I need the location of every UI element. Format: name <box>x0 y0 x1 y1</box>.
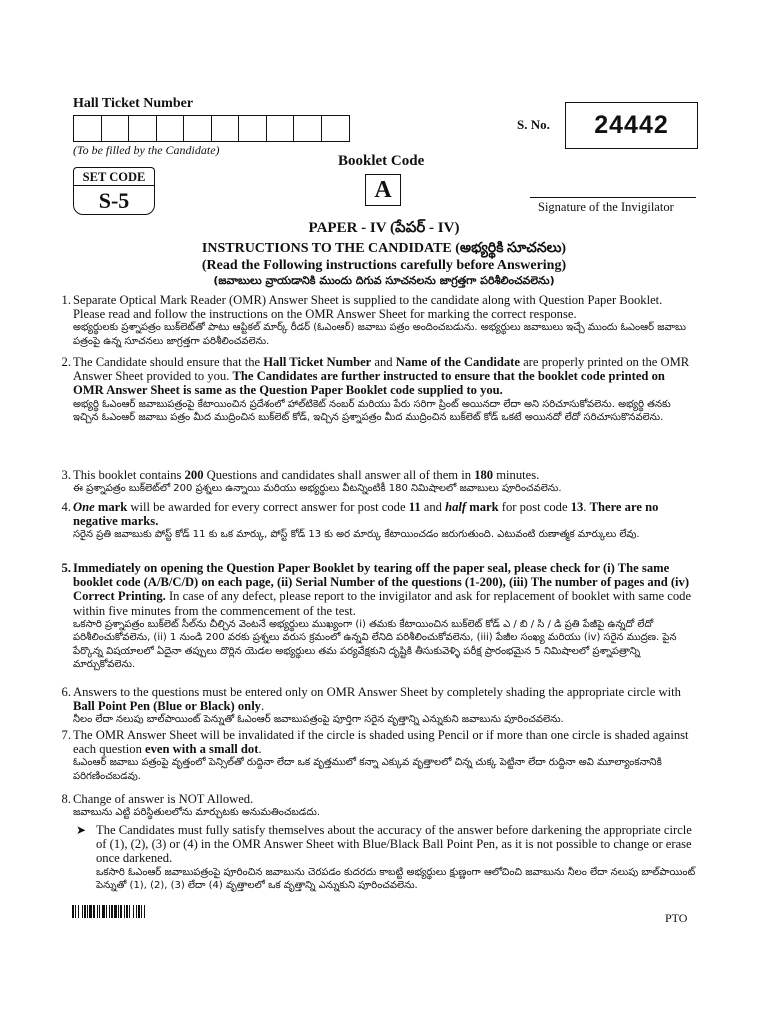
hall-ticket-digit-box[interactable] <box>212 116 240 141</box>
instruction-item-7 <box>61 728 697 783</box>
item-english: The Candidates must fully satisfy themselves about the accuracy of the answer before darkening the appropriate circle of (1), (2), (3) or (4) in the OMR Answer Sheet with Blue/Black Ball Point Pen, as it is not possible to change or erase once darkened. <box>96 823 692 866</box>
item-english <box>73 561 697 618</box>
text-run: and <box>420 500 446 514</box>
text-run: . <box>258 742 262 757</box>
item-telugu: జవాబును ఎట్టి పరిస్థితులలోను మార్చుటకు అనుమతించబడదు. <box>73 807 321 819</box>
signature-label: Signature of the Invigilator <box>538 200 674 214</box>
instructions-title: INSTRUCTIONS TO THE CANDIDATE (అభ్యర్థికి సూచనలు) <box>201 241 567 256</box>
item-telugu: నీలం లేదా నలుపు బాల్‌పాయింట్ పెన్నుతో ఓఎంఆర్ జవాబుపత్రంపై పూర్తిగా సరైన వృత్తాన్ని ఎన్నుకుని జవాబును పూరించవలెను. <box>73 714 564 726</box>
item-english <box>73 500 697 528</box>
text-run: This booklet contains <box>73 468 185 482</box>
hall-ticket-digit-box[interactable] <box>157 116 185 141</box>
item-number: 4. <box>61 500 71 514</box>
hall-ticket-boxes[interactable] <box>73 115 350 142</box>
instruction-item-5 <box>61 561 697 671</box>
item-number: 1. <box>61 293 71 307</box>
text-run: In case of any defect, please report to the invigilator and ask for replacement of booklet with same code within five minutes from the commencement of the test. <box>73 589 692 618</box>
serial-number-value: 24442 <box>565 102 698 149</box>
hall-ticket-digit-box[interactable] <box>102 116 130 141</box>
text-run: Name of the Candidate <box>395 355 520 369</box>
item-number: 3. <box>61 468 71 482</box>
hall-ticket-digit-box[interactable] <box>74 116 102 141</box>
hall-ticket-digit-box[interactable] <box>294 116 322 141</box>
item-number: 2. <box>61 355 71 369</box>
item-number: 7. <box>61 728 71 742</box>
text-run: . <box>260 699 265 714</box>
paper-title: PAPER - IV (పేపర్ - IV) <box>308 220 460 236</box>
text-run: Hall Ticket Number <box>263 355 372 369</box>
instruction-item-3 <box>61 468 697 496</box>
set-code-value: S-5 <box>73 185 155 215</box>
item-number: 8. <box>61 792 71 806</box>
text-run: One <box>73 500 95 514</box>
hall-ticket-digit-box[interactable] <box>239 116 267 141</box>
hall-ticket-digit-box[interactable] <box>267 116 295 141</box>
booklet-code-value: A <box>365 174 401 206</box>
text-run: Questions and candidates shall answer all of them in <box>203 468 475 482</box>
arrow-bullet-icon: ➤ <box>76 823 87 837</box>
item-telugu: ఈ ప్రశ్నాపత్రం బుక్‌లెట్‌లో 200 ప్రశ్నలు ఉన్నాయి మరియు అభ్యర్థులు వీటన్నింటికీ 180 నిమిషాలలో జవాబులు పూరించవలెను. <box>73 483 562 495</box>
text-run: half <box>445 500 467 514</box>
hall-ticket-digit-box[interactable] <box>322 116 350 141</box>
item-telugu: అభ్యర్థి ఓఎంఆర్ జవాబుపత్రంపై కేటాయించిన ప్రదేశంలో హాల్‌టికెట్ నంబర్ మరియు పేరు సరిగా ప్రింట్ అయినదా లేదా అని సరిచూసుకోవలెను. అభ్యర్థి తనకు ఇచ్చిన ఓఎంఆర్ జవాబు పత్రం మీద ముద్రించిన బుక్‌లెట్ కోడ్, ఇచ్చిన ప్రశ్నాపత్రం మీద ముద్రించిన బుక్‌లెట్ కోడ్ ఒకటే అయినదో లేదో సరిచూసుకొనవలెను. <box>73 398 671 424</box>
instruction-item-8-subpoint <box>76 823 697 892</box>
hall-ticket-digit-box[interactable] <box>184 116 212 141</box>
text-run: Ball Point Pen (Blue or Black) only <box>73 699 261 714</box>
text-run: The Candidates are further instructed to ensure that the booklet code printed on OMR Answer Sheet is same as the Question Paper Booklet code supplied to you. <box>73 369 665 398</box>
item-telugu: అభ్యర్థులకు ప్రశ్నాపత్రం బుక్‌లెట్‌తో పాటు ఆప్టికల్ మార్క్ రీడర్ (ఓఎంఆర్) జవాబు పత్రం అందించబడును. అభ్యర్థులు జవాబులు ఇచ్చే ముందు ఓఎంఆర్ జవాబు పత్రంపై ఉన్న సూచనలు జాగ్రత్తగా పరిశీలించవలెను. <box>73 322 686 347</box>
hall-ticket-label: Hall Ticket Number <box>73 96 194 111</box>
text-run: for post code <box>498 500 571 514</box>
pto-label: PTO <box>665 911 688 925</box>
text-run: The OMR Answer Sheet will be invalidated if the circle is shaded using Pencil or if more than one circle is shaded against each question <box>73 728 689 757</box>
item-english: Separate Optical Mark Reader (OMR) Answer Sheet is supplied to the candidate along with Question Paper Booklet. Please read and follow the instructions on the OMR Answer Sheet for marking the correct response. <box>73 293 663 322</box>
item-number: 6. <box>61 685 71 699</box>
instructions-read-note: (Read the Following instructions carefully before Answering) <box>201 258 567 273</box>
text-run: even with a small dot <box>145 742 259 757</box>
text-run: 13 <box>570 500 584 514</box>
item-telugu: సరైన ప్రతి జవాబుకు పోస్ట్ కోడ్ 11 కు ఒక మార్కు, పోస్ట్ కోడ్ 13 కు అర మార్కు కేటాయించడం జరుగుతుంది. ఎటువంటి రుణాత్మక మార్కులు లేవు. <box>73 529 640 541</box>
text-run: 200 <box>184 468 204 482</box>
item-english <box>73 468 697 482</box>
item-english <box>73 728 697 756</box>
signature-line[interactable] <box>530 197 696 198</box>
instruction-item-8 <box>61 792 697 820</box>
booklet-code-label: Booklet Code <box>338 153 425 169</box>
barcode <box>72 905 174 918</box>
item-english <box>73 355 697 398</box>
item-number: 5. <box>61 561 71 575</box>
set-code-label: SET CODE <box>73 167 155 186</box>
item-telugu: ఓఎంఆర్ జవాబు పత్రంపై వృత్తంలో పెన్సిల్‌తో రుద్దినా లేదా ఒక వృత్తములో కన్నా ఎక్కువ వృత్తాలలో చిన్న చుక్క పెట్టినా లేదా రుద్దినా అవి మూల్యాంకనానికి పరిగణించబడవు. <box>73 757 662 782</box>
text-run: mark <box>94 500 128 514</box>
text-run: There are no negative marks. <box>73 500 659 529</box>
instruction-item-1 <box>61 293 697 348</box>
text-run: are properly printed on the OMR Answer Sheet provided to you. <box>73 355 690 384</box>
text-run: 11 <box>408 500 421 514</box>
text-run: 180 <box>474 468 494 482</box>
instructions-read-note-telugu: (జవాబులు వ్రాయడానికి ముందు దిగువ సూచనలను జాగ్రత్తగా పరిశీలించవలెను) <box>213 274 555 287</box>
item-english <box>73 685 697 713</box>
text-run: will be awarded for every correct answer for post code <box>127 500 409 514</box>
instruction-item-2 <box>61 355 697 424</box>
item-english: Change of answer is NOT Allowed. <box>73 792 254 806</box>
text-run: . <box>583 500 590 514</box>
hall-ticket-note: (To be filled by the Candidate) <box>73 143 220 157</box>
text-run: and <box>371 355 396 369</box>
hall-ticket-digit-box[interactable] <box>129 116 157 141</box>
item-telugu: ఒకసారి ఓఎంఆర్ జవాబుపత్రంపై పూరించిన జవాబును చెరపడం కుదరదు కాబట్టి అభ్యర్థులు క్షుణ్ణంగా ఆలోచించి జవాబును నీలం లేదా నలుపు బాల్‌పాయింట్ పెన్నుతో (1), (2), (3) లేదా (4) వృత్తాలలో ఒక వృత్తాన్ని ఎన్నుకుని పూరించవలెను. <box>96 866 696 892</box>
text-run: mark <box>466 500 499 514</box>
serial-number-label: S. No. <box>517 117 550 132</box>
instruction-item-6 <box>61 685 697 727</box>
text-run: Answers to the questions must be entered only on OMR Answer Sheet by completely shading the appropriate circle with <box>73 685 681 699</box>
instruction-item-4 <box>61 500 697 542</box>
text-run: Immediately on opening the Question Paper Booklet by tearing off the paper seal, please check for (i) The same booklet code (A/B/C/D) on each page, (ii) Serial Number of the questions (1-200), (iii) The number of pages and (iv) Correct Printing. <box>73 561 690 604</box>
item-telugu: ఒకసారి ప్రశ్నాపత్రం బుక్‌లెట్ సీల్‌ను చీల్చిన వెంటనే అభ్యర్థులు ముఖ్యంగా (i) తమకు కేటాయించిన బుక్‌లెట్ కోడ్ ఎ / బి / సి / డి ప్రతి పేజీపై ఉన్నదో లేదో పరిశీలించుకోవలెను, (ii) 1 నుండి 200 వరకు ప్రశ్నలు వరుస క్రమంలో ఉన్నవి లేనిది పరిశీలించుకోవలెను, (iii) పేజీల సంఖ్య మరియు (iv) సరైన ముద్రణ. పైన పేర్కొన్న విషయాలలో ఏదైనా తప్పులు దొర్లిన యెడల అభ్యర్థులు తమ పర్యవేక్షకుని దృష్టికి తీసుకువెళ్ళి పరీక్ష ప్రారంభమైన 5 నిమిషాలలో ప్రశ్నాపత్రాన్ని మార్చుకోవలెను. <box>73 618 677 671</box>
text-run: The Candidate should ensure that the <box>73 355 264 369</box>
barcode-bar <box>144 905 145 918</box>
text-run: minutes. <box>493 468 540 482</box>
